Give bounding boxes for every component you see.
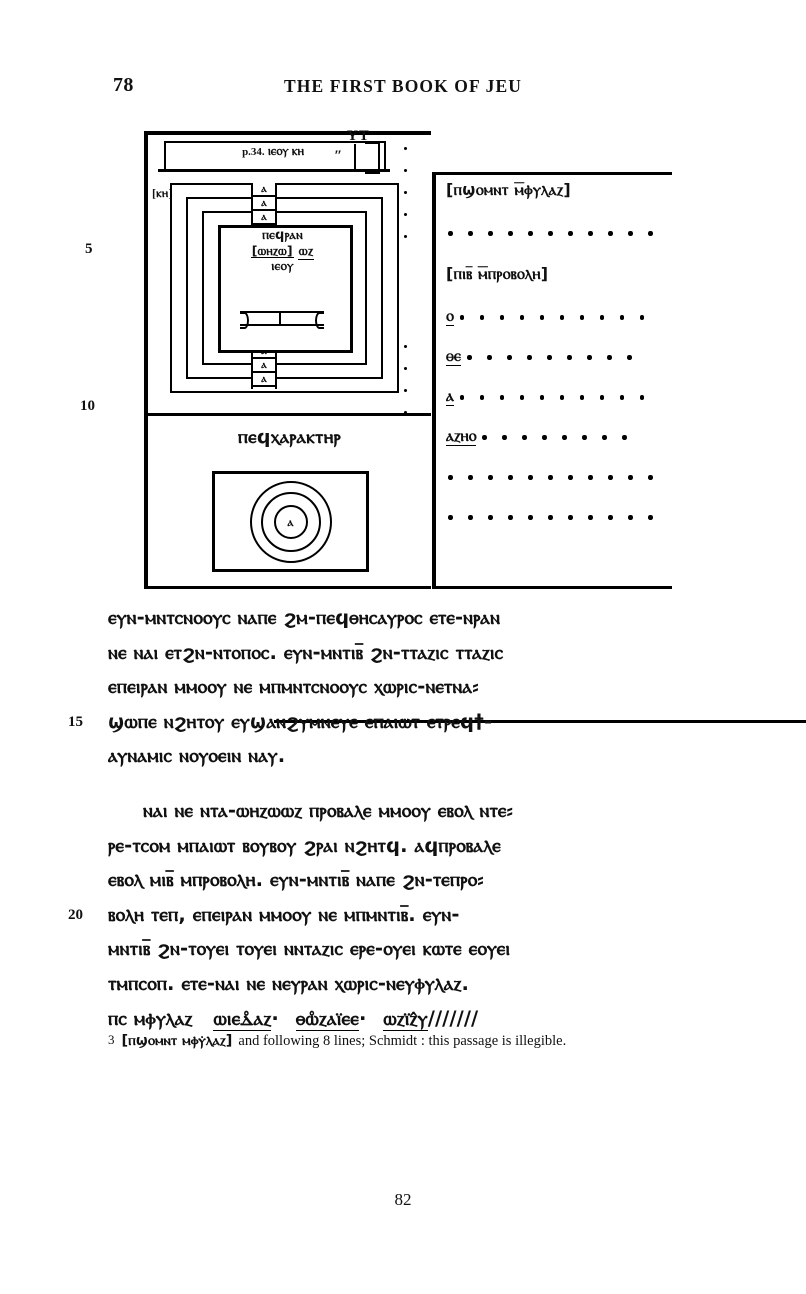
line-content: ⲁⲩⲛⲁⲙⲓⲥ ⲛⲟⲩⲟⲉⲓⲛ ⲛⲁⲩ.: [108, 744, 286, 768]
right-panel-row: [446, 224, 674, 250]
paragraph-1: [0, 606, 806, 779]
right-panel-row: [446, 468, 674, 494]
dot: [527, 355, 532, 360]
separator-dot: [404, 235, 407, 238]
jeu-diagram: [144, 128, 672, 589]
right-panel-dot-row: [448, 508, 668, 526]
dot: [568, 231, 573, 236]
dot: [488, 475, 493, 480]
text-line: [0, 675, 806, 710]
dot: [508, 231, 513, 236]
body-text: [0, 606, 806, 1041]
left-panel-top-rule: [148, 131, 431, 135]
footnote-text: and following 8 lines; Schmidt : this passage is illegible.: [238, 1033, 567, 1049]
text-line: [0, 903, 806, 938]
diagram-right-panel: [432, 172, 676, 589]
dot: [528, 231, 533, 236]
right-panel-dot-row: [467, 348, 647, 366]
dot: [648, 475, 653, 480]
gate-column-top: [251, 183, 277, 227]
dot: [508, 515, 513, 520]
right-panel-heading: [ⲡϣⲟⲙⲛⲧ ⲙ̅ⲫⲩⲗⲁⲍ]: [446, 180, 571, 199]
running-head: [0, 74, 806, 100]
right-panel-row: [446, 308, 674, 334]
dot: [548, 231, 553, 236]
dot: [588, 515, 593, 520]
dot: [580, 315, 585, 320]
dot: [560, 395, 565, 400]
dot: [588, 475, 593, 480]
dot: [480, 315, 485, 320]
dot: [508, 475, 513, 480]
separator-dot: [404, 191, 407, 194]
dot: [582, 435, 587, 440]
text-line: [0, 606, 806, 641]
line-content: ⲉⲡⲉⲓⲣⲁⲛ ⲙⲙⲟⲟⲩ ⲛⲉ ⲙⲡⲙⲛⲧⲥⲛⲟⲟⲩⲥ ⲭⲱⲣⲓⲥ-ⲛⲉⲧⲛⲁ⸗: [108, 675, 479, 699]
dot: [568, 515, 573, 520]
dot: [648, 515, 653, 520]
separator-dot: [404, 411, 407, 414]
separator-dot: [404, 147, 407, 150]
dot: [608, 515, 613, 520]
diagram-left-panel: [144, 128, 431, 589]
line-number: 15: [68, 713, 83, 730]
right-panel-dot-row: [460, 308, 660, 326]
line-content: ⲙⲛⲧⲓⲃ̅ ϩⲛ-ⲧⲟⲩⲉⲓ ⲧⲟⲩⲉⲓ ⲛⲛⲧⲁⲍⲓⲥ ⲉⲣⲉ-ⲟⲩⲉⲓ ⲕⲱⲧⲉ ⲉⲟⲩⲉⲓ: [108, 937, 511, 961]
footnote: [108, 1032, 748, 1051]
inscription-name: ⲓⲉⲟⲩ: [267, 143, 289, 158]
core-line-ohezo: [ⲱⲏⲍⲱ]: [251, 242, 293, 258]
dot: [542, 435, 547, 440]
gate-cell-bottom-3: ⲁ: [253, 373, 275, 387]
footnote-marker: 3: [108, 1032, 115, 1047]
dot: [468, 475, 473, 480]
seal-box: [212, 471, 369, 572]
dot: [488, 515, 493, 520]
right-panel-heading: [ⲡⲓⲃ̅ ⲙ̅ⲡⲣⲟⲃⲟⲗⲏ]: [446, 264, 549, 283]
dot: [628, 231, 633, 236]
magical-name-1: ⲱⲓⲉⲇ̊ⲁⲍ: [213, 1006, 272, 1030]
dot: [488, 231, 493, 236]
dot: [540, 315, 545, 320]
text-line: [0, 972, 806, 1007]
dot: [648, 231, 653, 236]
dot: [640, 315, 645, 320]
line-content: ⲛⲉ ⲛⲁⲓ ⲉⲧϩⲛ-ⲛⲧⲟⲡⲟⲥ. ⲉⲩⲛ-ⲙⲛⲧⲓⲃ̅ ϩⲛ-ⲧⲧⲁⲍⲓⲥ ⲧⲧⲁⲍⲓⲥ: [108, 640, 504, 664]
line-content: ⲧⲙⲡⲥⲟⲡ. ⲉⲧⲉ-ⲛⲁⲓ ⲛⲉ ⲛⲉⲩⲣⲁⲛ ⲭⲱⲣⲓⲥ-ⲛⲉⲩⲫⲩⲗⲁⲍ.: [108, 971, 470, 995]
dot: [548, 515, 553, 520]
dot: [547, 355, 552, 360]
paragraph-gap: [0, 779, 806, 799]
last-line-prefix: ⲡⲥ ⲙⲫⲩⲗⲁⲍ: [108, 1006, 193, 1030]
dot: [608, 475, 613, 480]
dot: [468, 231, 473, 236]
dot: [620, 395, 625, 400]
dot: [628, 475, 633, 480]
dot: [500, 395, 505, 400]
line-content: ⲉⲃⲟⲗ ⲙⲓⲃ̅ ⲙⲡⲣⲟⲃⲟⲗⲏ. ⲉⲩⲛ-ⲙⲛⲧⲓⲃ̅ ⲛⲁⲡⲉ ϩⲛ-ⲧⲉⲡⲣⲟ⸗: [108, 868, 484, 892]
dot: [567, 355, 572, 360]
footnote-coptic: [ⲡϣⲟⲙⲛⲧ ⲙⲫⲩ̇ⲗⲁⲍ]: [121, 1033, 233, 1049]
right-panel-row: [446, 508, 674, 534]
right-panel-row: [446, 264, 674, 290]
separator-dot: [404, 169, 407, 172]
right-panel-row-label: ⲁ: [446, 386, 454, 406]
right-panel-row-label: ⲟ: [446, 306, 454, 326]
text-line: [0, 710, 806, 745]
separator-dot: [404, 345, 407, 348]
line-content: ϣⲱⲡⲉ ⲛϩⲏⲧⲟⲩ ⲉⲩϣⲁⲛϩⲩⲙⲛⲉⲩⲉ ⲉⲡⲁⲓⲱⲧ ⲉⲧⲣⲉϥ†-: [108, 709, 493, 733]
dot: [580, 395, 585, 400]
magical-name-3: ⲱⲍⲓ̈ⲍ̂ⲩ: [383, 1006, 428, 1030]
dot: [528, 515, 533, 520]
manuscript-page-ref: p.34.: [242, 146, 265, 158]
dot: [600, 315, 605, 320]
line-number: 20: [68, 906, 83, 923]
core-tablet-glyph-icon: [240, 311, 324, 326]
folio-number: 78: [113, 74, 134, 96]
dotted-separator-column: [402, 147, 412, 417]
right-panel-row-label: ⲁⲍⲏⲟ: [446, 426, 477, 446]
gate-cell-top-2: ⲁ: [253, 197, 275, 211]
bracket-slash-mark: ″: [334, 148, 343, 164]
diagram-line-number-10: 10: [80, 398, 95, 414]
dot: [540, 395, 545, 400]
text-line: [0, 641, 806, 676]
text-line: [0, 868, 806, 903]
seal-title: ⲡⲉϥⲭⲁⲣⲁⲕⲧⲏⲣ: [237, 426, 342, 448]
core-text-block: [218, 229, 347, 273]
dot: [487, 355, 492, 360]
dot: [587, 355, 592, 360]
right-panel-row: [446, 428, 674, 454]
bracket-vertical-bar: [354, 144, 356, 170]
inscription-number: ⲕⲏ: [291, 143, 304, 158]
gate-cell-bottom-2: ⲁ: [253, 359, 275, 373]
right-panel-bottom-rule: [432, 586, 672, 589]
separator-dot: [404, 367, 407, 370]
diagram-side-label: [ⲕⲏ]: [152, 186, 173, 200]
gate-cell-top-1: ⲁ: [253, 183, 275, 197]
dot: [500, 315, 505, 320]
paragraph-2: [0, 799, 806, 1007]
dot: [622, 435, 627, 440]
dot: [482, 435, 487, 440]
dot: [468, 515, 473, 520]
separator-dot: [404, 213, 407, 216]
text-line: [0, 834, 806, 869]
bracket-corner-mark: [365, 142, 380, 174]
line-content: ⲣⲉ-ⲧⲥⲟⲙ ⲙⲡⲁⲓⲱⲧ ⲃⲟⲩⲃⲟⲩ ϩⲣⲁⲓ ⲛϩⲏⲧϥ. ⲁϥⲡⲣⲟⲃⲁⲗⲉ: [108, 833, 501, 857]
dot: [600, 395, 605, 400]
last-line-content: [108, 1007, 478, 1030]
dot: [588, 231, 593, 236]
text-line: [0, 937, 806, 972]
dot: [568, 475, 573, 480]
right-panel-row: [446, 348, 674, 374]
dot: [520, 315, 525, 320]
dot: [602, 435, 607, 440]
hatch-marks: ///////: [427, 1006, 479, 1030]
line-content: ⲃⲟⲗⲏ ⲧⲉⲡ, ⲉⲡⲉⲓⲣⲁⲛ ⲙⲙⲟⲟⲩ ⲛⲉ ⲙⲡⲙⲛⲧⲓⲃ̅. ⲉⲩⲛ-: [108, 902, 460, 926]
name-sep-1: ·: [271, 1006, 279, 1030]
dot: [607, 355, 612, 360]
seal-center-letter: ⲁ: [287, 514, 294, 529]
right-panel-dot-row: [448, 468, 668, 486]
dot: [507, 355, 512, 360]
left-panel-divider-rule: [148, 413, 431, 416]
right-panel-row-label: ⲑⲉ: [446, 346, 461, 366]
text-line: [0, 744, 806, 779]
core-line-ieou: ⲓⲉⲟⲩ: [271, 258, 294, 274]
dot: [480, 395, 485, 400]
right-panel-dot-row: [460, 388, 660, 406]
dot: [627, 355, 632, 360]
left-panel-bottom-rule: [148, 586, 431, 589]
page-number: 82: [394, 1190, 412, 1209]
dot: [448, 475, 453, 480]
dot: [467, 355, 472, 360]
dot: [448, 231, 453, 236]
dot: [620, 315, 625, 320]
dot: [640, 395, 645, 400]
line-content: ⲛⲁⲓ ⲛⲉ ⲛⲧⲁ-ⲱⲏⲍⲱⲱⲍ ⲡⲣⲟⲃⲁⲗⲉ ⲙⲙⲟⲟⲩ ⲉⲃⲟⲗ ⲛⲧⲉ⸗: [143, 798, 514, 822]
dot: [628, 515, 633, 520]
line-content: ⲉⲩⲛ-ⲙⲛⲧⲥⲛⲟⲟⲩⲥ ⲛⲁⲡⲉ ϩⲙ-ⲡⲉϥⲑⲏⲥⲁⲩⲣⲟⲥ ⲉⲧⲉ-ⲛⲣⲁⲛ: [108, 606, 501, 629]
dot: [460, 395, 465, 400]
dot: [502, 435, 507, 440]
name-sep-2: ·: [358, 1006, 367, 1030]
dot: [608, 231, 613, 236]
dot: [460, 315, 465, 320]
text-line: [0, 799, 806, 834]
magical-name-2: ⲑⲱ̊ⲍⲁⲓ̈ⲉⲉ: [295, 1006, 359, 1030]
diagram-line-number-5: 5: [85, 241, 93, 257]
core-line-oz: ⲱⲍ: [298, 243, 314, 259]
bracket-label: ΥΤ: [347, 128, 370, 144]
right-panel-dot-row: [482, 428, 642, 446]
right-panel-row: [446, 388, 674, 414]
right-panel-dot-row: [448, 224, 668, 242]
gate-cell-top-3: ⲁ: [253, 211, 275, 225]
dot: [520, 395, 525, 400]
right-panel-row: [446, 180, 674, 206]
inscription-text: [164, 143, 382, 159]
core-line-pefran: ⲡⲉϥⲣⲁⲛ: [262, 228, 303, 243]
dot: [562, 435, 567, 440]
dot: [522, 435, 527, 440]
separator-dot: [404, 389, 407, 392]
dot: [528, 475, 533, 480]
dot: [560, 315, 565, 320]
dot: [448, 515, 453, 520]
page-title: THE FIRST BOOK OF JEU: [283, 76, 522, 96]
dot: [548, 475, 553, 480]
